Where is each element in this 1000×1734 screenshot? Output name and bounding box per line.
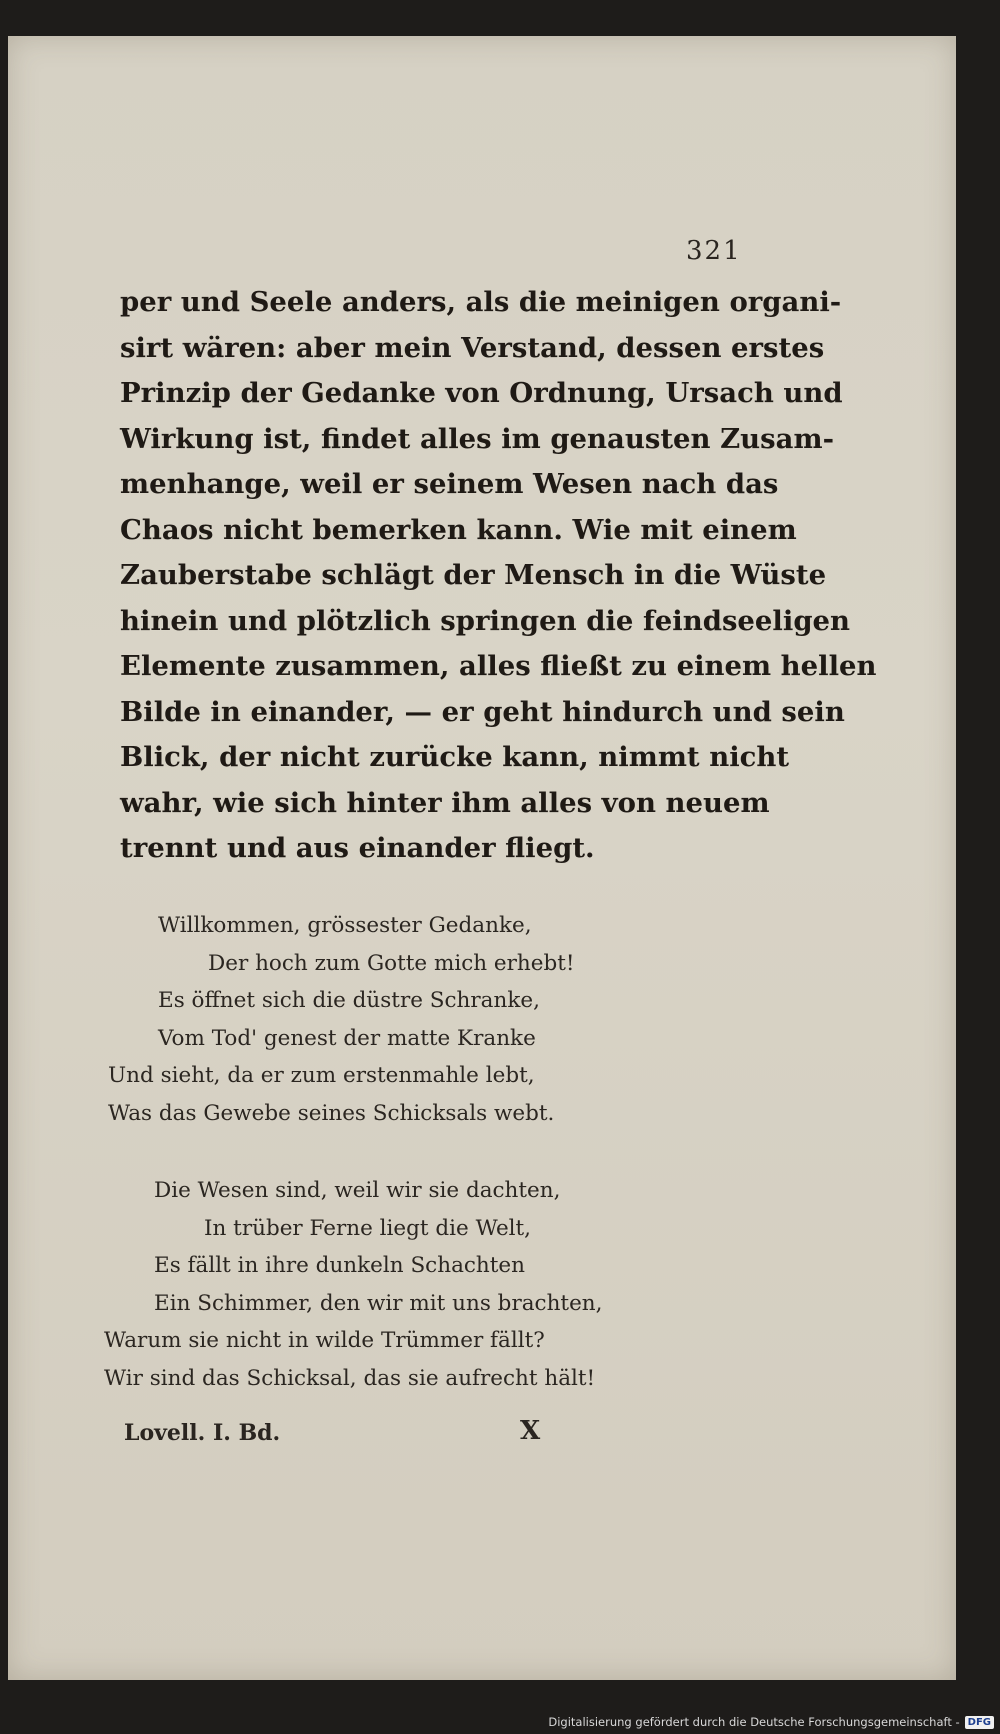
prose-line: Chaos nicht bemerken kann. Wie mit einem xyxy=(120,513,797,546)
verse-line: Die Wesen sind, weil wir sie dachten, xyxy=(154,1178,561,1203)
signature-mark: Lovell. I. Bd. xyxy=(124,1420,281,1446)
prose-line: Elemente zusammen, alles fließt zu einem hellen xyxy=(120,650,877,682)
prose-line: Prinzip der Gedanke von Ordnung, Ursach und xyxy=(120,377,843,409)
prose-line: trennt und aus einander fliegt. xyxy=(120,832,595,864)
dfg-logo-icon: DFG xyxy=(965,1716,994,1729)
poem-stanza-2 xyxy=(104,1172,602,1397)
verse-line: In trüber Ferne liegt die Welt, xyxy=(204,1215,532,1241)
prose-line: Wirkung ist, findet alles im genausten Zusam- xyxy=(120,422,834,455)
page-number: 321 xyxy=(686,236,742,266)
verse-line: Ein Schimmer, den wir mit uns brachten, xyxy=(154,1290,603,1316)
gathering-sign: X xyxy=(520,1416,541,1446)
digitization-credit xyxy=(548,1715,994,1729)
verse-line: Willkommen, grössester Gedanke, xyxy=(158,913,532,938)
prose-line: Blick, der nicht zurücke kann, nimmt nicht xyxy=(120,741,790,773)
verse-line: Der hoch zum Gotte mich erhebt! xyxy=(208,950,575,976)
prose-line: per und Seele anders, als die meinigen organi- xyxy=(120,286,842,318)
verse-line: Es öffnet sich die düstre Schranke, xyxy=(158,988,540,1013)
credit-text: Digitalisierung gefördert durch die Deutsche Forschungsgemeinschaft - xyxy=(548,1715,960,1729)
verse-line: Und sieht, da er zum erstenmahle lebt, xyxy=(108,1063,535,1088)
prose-line: Zauberstabe schlägt der Mensch in die Wüste xyxy=(120,559,827,591)
verse-line: Es fällt in ihre dunkeln Schachten xyxy=(154,1253,525,1278)
verse-line: Warum sie nicht in wilde Trümmer fällt? xyxy=(104,1328,545,1353)
verse-line: Was das Gewebe seines Schicksals webt. xyxy=(108,1100,555,1126)
prose-line: hinein und plötzlich springen die feindseeligen xyxy=(120,604,851,637)
verse-line: Wir sind das Schicksal, das sie aufrecht hält! xyxy=(104,1365,596,1391)
prose-paragraph xyxy=(120,280,877,872)
verse-line: Vom Tod' genest der matte Kranke xyxy=(158,1025,536,1051)
prose-line: wahr, wie sich hinter ihm alles von neuem xyxy=(120,786,770,819)
prose-line: sirt wären: aber mein Verstand, dessen erstes xyxy=(120,331,825,364)
prose-line: menhange, weil er seinem Wesen nach das xyxy=(120,468,779,500)
poem-stanza-1 xyxy=(108,907,575,1132)
prose-line: Bilde in einander, — er geht hindurch und sein xyxy=(120,695,845,728)
